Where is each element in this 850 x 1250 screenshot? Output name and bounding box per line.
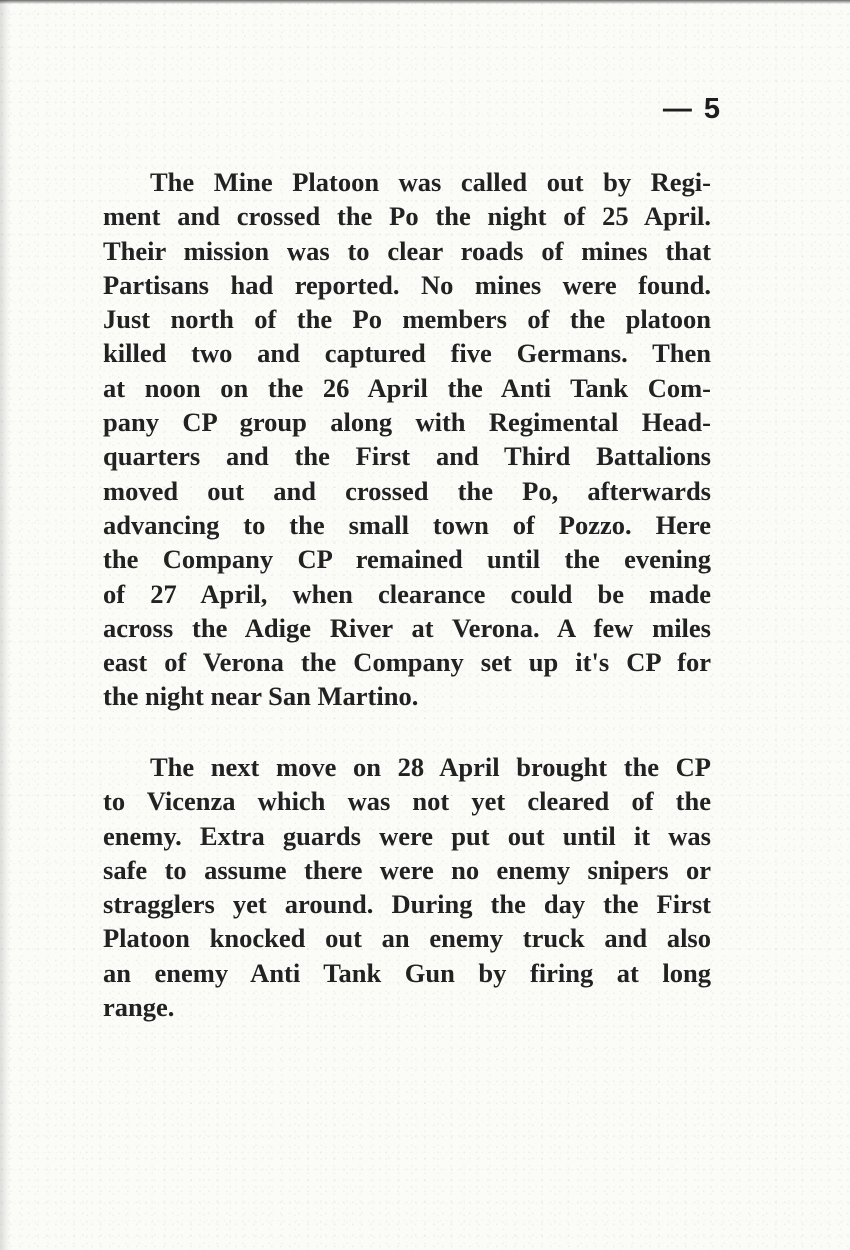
paragraph-line: ment and crossed the Po the night of 25 April. [103,201,711,232]
paragraph-line: pany CP group along with Regimental Head- [103,407,711,438]
paragraph-line: The next move on 28 April brought the CP [150,752,711,782]
paragraph-2 [103,750,711,1024]
paragraph-line: Their mission was to clear roads of mines that [103,235,711,266]
paragraph-line: of 27 April, when clearance could be made [103,578,711,609]
page-left-edge [0,0,10,1250]
page-top-edge [0,0,850,4]
paragraph-line: enemy. Extra guards were put out until it was [103,820,711,851]
paragraph-line: Just north of the Po members of the platoon [103,304,711,335]
paragraph-line: moved out and crossed the Po, afterwards [103,475,711,506]
paragraph-line: advancing to the small town of Pozzo. Here [103,509,711,540]
paragraph-line: the night near San Martino. [103,681,419,712]
paragraph-line: killed two and captured five Germans. Then [103,338,711,369]
paragraph-line: east of Verona the Company set up it's CP for [103,647,711,678]
paragraph-line: stragglers yet around. During the day the First [103,889,711,920]
page-number: — 5 [662,93,722,125]
paragraph-line: an enemy Anti Tank Gun by firing at long [103,957,711,988]
paragraph-line: safe to assume there were no enemy snipers or [103,854,711,885]
paragraph-line: the Company CP remained until the evening [103,544,711,575]
paragraph-line: quarters and the First and Third Battalions [103,441,711,472]
paragraph-line: Platoon knocked out an enemy truck and also [103,923,711,954]
paragraph-line: at noon on the 26 April the Anti Tank Com- [103,372,711,403]
paragraph-line: range. [103,992,175,1023]
paragraph-line: The Mine Platoon was called out by Regi- [150,167,711,197]
paragraph-1 [103,165,711,714]
paragraph-line: across the Adige River at Verona. A few miles [103,612,711,643]
paragraph-line: Partisans had reported. No mines were found. [103,269,711,300]
paragraph-line: to Vicenza which was not yet cleared of the [103,786,711,817]
